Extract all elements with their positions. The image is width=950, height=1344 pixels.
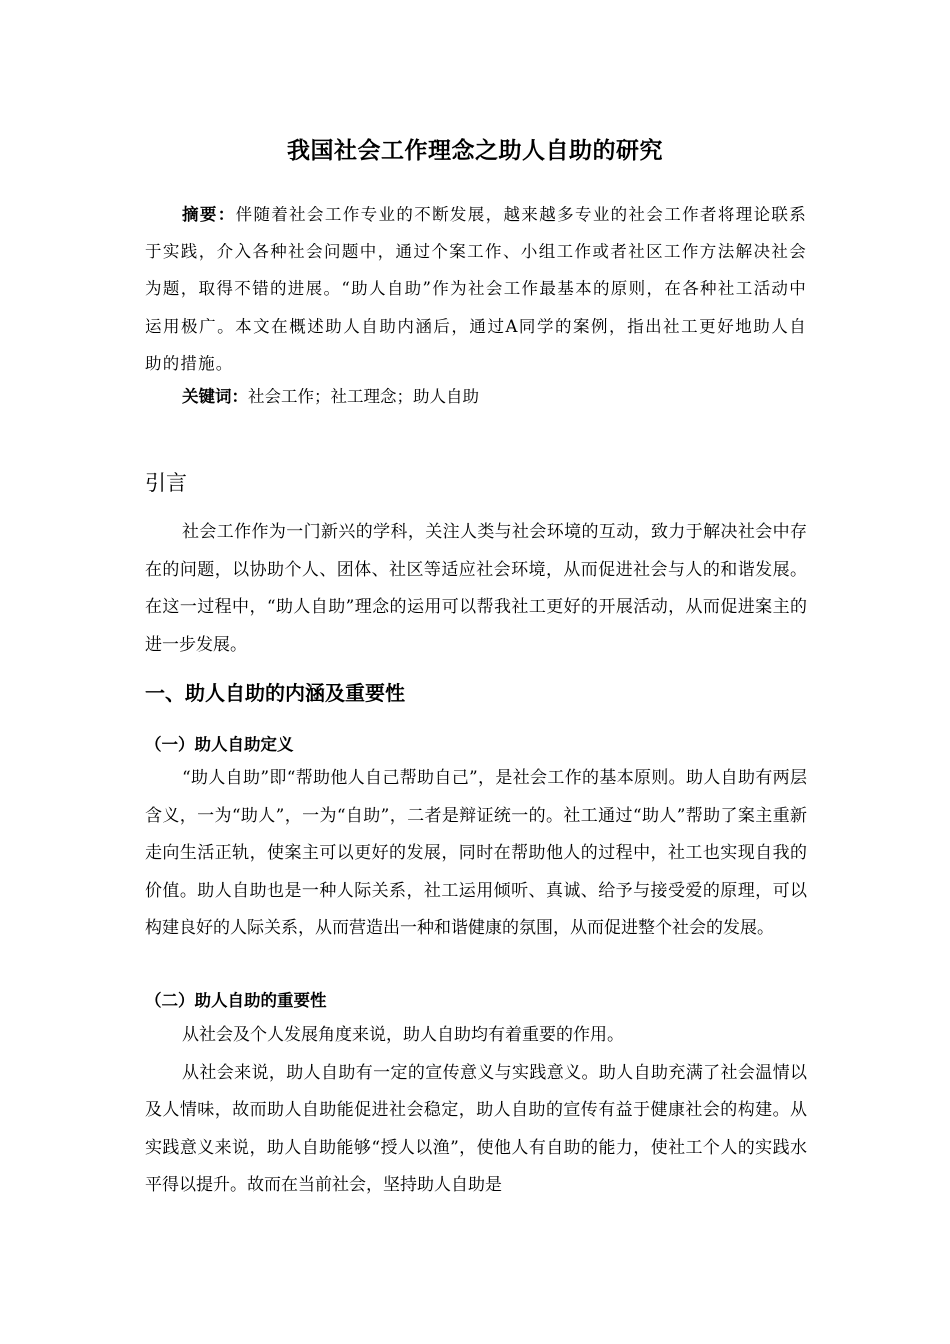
keywords-label: 关键词：	[182, 387, 248, 406]
subsection-2-heading: （二）助人自助的重要性	[145, 991, 327, 1010]
document-title: 我国社会工作理念之助人自助的研究	[287, 138, 663, 164]
abstract-label: 摘要：	[182, 205, 236, 224]
section-1-heading: 一、助人自助的内涵及重要性	[145, 681, 405, 705]
definition-paragraph: “助人自助”即“帮助他人自己帮助自己”，是社会工作的基本原则。助人自助有两层含义，一为“助人”，一为“自助”，二者是辩证统一的。社工通过“助人”帮助了案主重新走向生活正轨，使案主可以更好的发展，同时在帮助他人的过程中，社工也实现自我的价值。助人自助也是一种人际关系，社工运用倾听、真诚、给予与接受爱的原理，可以构建良好的人际关系，从而营造出一种和谐健康的氛围，从而促进整个社会的发展。	[145, 768, 807, 938]
subsection-1-block	[145, 760, 807, 948]
subsection-2-block	[145, 1017, 807, 1205]
abstract-block	[145, 196, 807, 382]
intro-heading: 引言	[145, 471, 187, 495]
abstract-paragraph	[145, 196, 807, 382]
keywords-text: 社会工作；社工理念；助人自助	[248, 387, 479, 406]
abstract-text: 伴随着社会工作专业的不断发展，越来越多专业的社会工作者将理论联系于实践，介入各种社会问题中，通过个案工作、小组工作或者社区工作方法解决社会为题，取得不错的进展。“助人自助”作为社会工作最基本的原则，在各种社工活动中运用极广。本文在概述助人自助内涵后，通过A同学的案例，指出社工更好地助人自助的措施。	[145, 205, 807, 373]
importance-social-paragraph: 从社会来说，助人自助有一定的宣传意义与实践意义。助人自助充满了社会温情以及人情味，故而助人自助能促进社会稳定，助人自助的宣传有益于健康社会的构建。从实践意义来说，助人自助能够“授人以渔”，使他人有自助的能力，使社工个人的实践水平得以提升。故而在当前社会，坚持助人自助是	[145, 1062, 807, 1195]
keywords-line	[182, 381, 479, 413]
importance-intro-paragraph: 从社会及个人发展角度来说，助人自助均有着重要的作用。	[182, 1025, 624, 1045]
subsection-1-heading: （一）助人自助定义	[145, 735, 294, 754]
intro-paragraph: 社会工作作为一门新兴的学科，关注人类与社会环境的互动，致力于解决社会中存在的问题，以协助个人、团体、社区等适应社会环境，从而促进社会与人的和谐发展。在这一过程中，“助人自助”理念的运用可以帮我社工更好的开展活动，从而促进案主的进一步发展。	[145, 522, 807, 655]
intro-block	[145, 514, 807, 664]
